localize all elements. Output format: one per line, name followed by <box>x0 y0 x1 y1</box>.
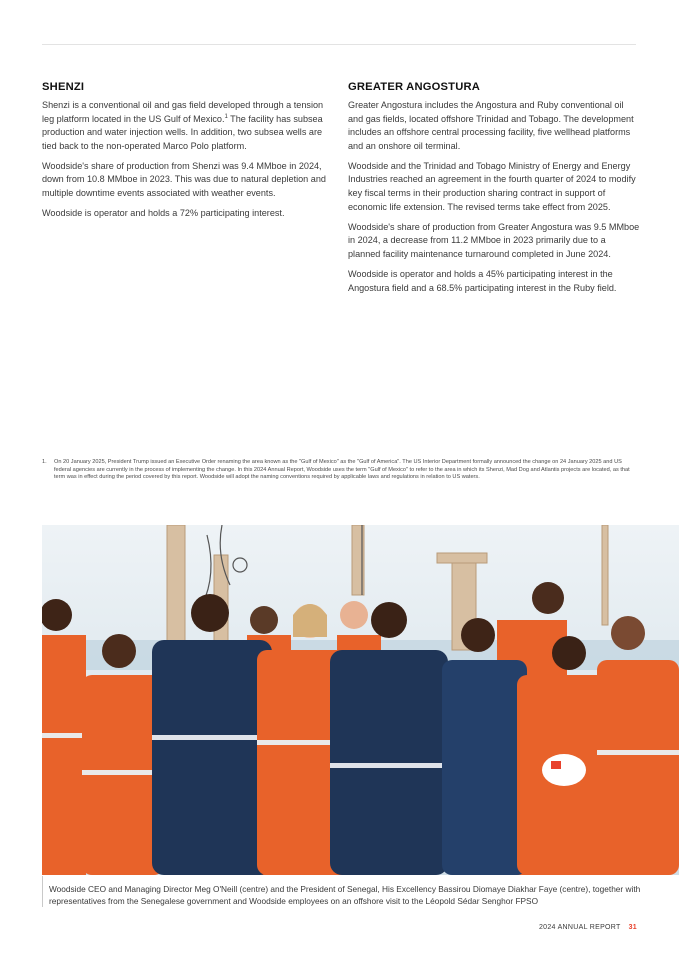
greater-angostura-section <box>348 80 640 302</box>
group-photo-illustration <box>42 525 679 875</box>
shenzi-paragraph-3: Woodside is operator and holds a 72% participating interest. <box>42 208 285 219</box>
footnote-number: 1. <box>42 459 47 465</box>
page-footer <box>539 924 637 931</box>
footnote-marker[interactable]: 1 <box>224 113 228 120</box>
shenzi-section <box>42 80 334 227</box>
angostura-paragraph-4: Woodside is operator and holds a 45% participating interest in the Angostura field and a 68.5% participating interest in the Ruby field. <box>348 269 617 293</box>
greater-angostura-heading: GREATER ANGOSTURA <box>348 81 481 93</box>
report-title: 2024 ANNUAL REPORT <box>538 924 621 931</box>
footnote-text: On 20 January 2025, President Trump issued an Executive Order renaming the area known as the "Gulf of Mexico" as the "Gulf of America". The US Interior Department formally announced the change on 24 January 2025 and US federal agencies are currently in the process of implementing the change. In this 2024 Annual Report, Woodside uses the term "Gulf of Mexico" to refer to the area in which its Shenzi, Mad Dog and Atlantis projects are located, as that term was in effect during the period covered by this report. Woodside will adopt the naming conventions required by applicable laws and regulations in relation to US waters. <box>54 459 630 481</box>
angostura-paragraph-2: Woodside and the Trinidad and Tobago Ministry of Energy and Energy Industries reached an agreement in the fourth quarter of 2024 to modify key fiscal terms in their production sharing contract in support of economic life extension. The revised terms take effect from 2025. <box>348 160 636 212</box>
top-divider <box>42 44 636 45</box>
shenzi-paragraph-1: Shenzi is a conventional oil and gas field developed through a tension leg platform located in the US Gulf of Mexico.$^1$ The facility has subsea production and water injection wells. In addition, two subsea wells are tied back to the non-operated Marco Polo platform. <box>42 100 324 151</box>
photo-caption: Woodside CEO and Managing Director Meg O'Neill (centre) and the President of Senegal, His Excellency Bassirou Diomaye Diakhar Faye (centre), together with representatives from the Senegalese government and Woodside employees on an offshore visit to the Léopold Sédar Senghor FPSO <box>42 876 643 907</box>
page-number: 31 <box>628 924 637 931</box>
group-photo <box>42 525 679 875</box>
shenzi-paragraph-2: Woodside's share of production from Shenzi was 9.4 MMboe in 2024, down from 10.8 MMboe in 2023. This was due to natural depletion and multiple downtime events associated with weather events. <box>42 160 326 199</box>
angostura-paragraph-3: Woodside's share of production from Greater Angostura was 9.5 MMboe in 2024, a decrease from 11.2 MMboe in 2023 primarily due to a planned facility maintenance turnaround completed in June 2024. <box>348 221 640 259</box>
angostura-paragraph-1: Greater Angostura includes the Angostura and Ruby conventional oil and gas fields, located offshore Trinidad and Tobago. The development includes an offshore central processing facility, five wellhead platforms and an onshore oil terminal. <box>348 100 634 151</box>
shenzi-heading: SHENZI <box>42 81 85 93</box>
footnote <box>42 459 636 482</box>
